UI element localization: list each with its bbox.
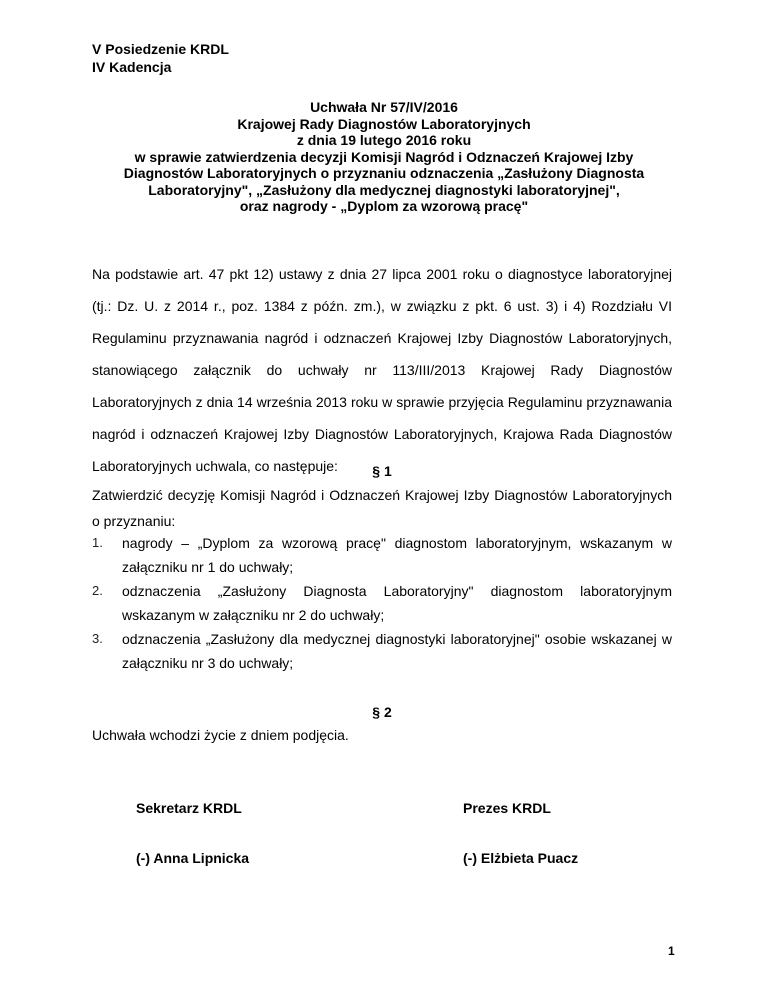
preamble-paragraph: Na podstawie art. 47 pkt 12) ustawy z dnia 27 lipca 2001 roku o diagnostyce laboratoryjnej (tj.: Dz. U. z 2014 r., poz. 1384 z późn. zm.), w związku z pkt. 6 ust. 3) i 4) Rozdziału VI Regulaminu przyznawania nagród i odznaczeń Krajowej Izby Diagnostów Laboratoryjnych, stanowiącego załącznik do uchwały nr 113/III/2013 Krajowej Rady Diagnostów Laboratoryjnych z dnia 14 września 2013 roku w sprawie przyjęcia Regulaminu przyznawania nagród i odznaczeń Krajowej Izby Diagnostów Laboratoryjnych, Krajowa Rada Diagnostów Laboratoryjnych uchwala, co następuje: xyxy=(92,266,672,474)
term-line: IV Kadencja xyxy=(92,59,172,75)
title-line-4: w sprawie zatwierdzenia decyzji Komisji Nagród i Odznaczeń Krajowej Izby xyxy=(134,148,634,165)
title-line-7: oraz nagrody - „Dyplom za wzorową pracę" xyxy=(239,198,529,214)
session-header xyxy=(92,40,229,76)
list-item-text: odznaczenia „Zasłużony dla medycznej diagnostyki laboratoryjnej" osobie wskazanej w załączniku nr 3 do uchwały; xyxy=(122,631,672,671)
awards-list xyxy=(92,531,672,675)
list-item-text: nagrody – „Dyplom za wzorową pracę" diagnostom laboratoryjnym, wskazanym w załączniku nr 1 do uchwały; xyxy=(122,535,672,575)
page-number: 1 xyxy=(668,944,675,958)
list-item-number: 1. xyxy=(92,535,103,550)
resolution-title xyxy=(60,99,708,215)
title-line-2: Krajowej Rady Diagnostów Laboratoryjnych xyxy=(237,115,531,132)
list-item xyxy=(92,531,672,579)
session-line: V Posiedzenie KRDL xyxy=(92,41,229,57)
title-line-5: Diagnostów Laboratoryjnych o przyznaniu odznaczenia „Zasłużony Diagnosta xyxy=(123,165,645,181)
resolution-number: Uchwała Nr 57/IV/2016 xyxy=(310,99,458,115)
section-1-heading: § 1 xyxy=(372,463,392,479)
resolution-date: z dnia 19 lutego 2016 roku xyxy=(296,132,472,148)
title-line-6: Laboratoryjny", „Zasłużony dla medycznej diagnostyki laboratoryjnej", xyxy=(148,181,620,198)
secretary-title: Sekretarz KRDL xyxy=(136,800,242,816)
section-2-heading: § 2 xyxy=(372,704,392,720)
list-item-number: 3. xyxy=(92,631,103,646)
list-item xyxy=(92,579,672,627)
section-1-intro: Zatwierdzić decyzję Komisji Nagród i Odznaczeń Krajowej Izby Diagnostów Laboratoryjnych o przyznaniu: xyxy=(92,487,672,529)
secretary-name: (-) Anna Lipnicka xyxy=(136,850,250,866)
list-item xyxy=(92,627,672,675)
list-item-text: odznaczenia „Zasłużony Diagnosta Laboratoryjny" diagnostom laboratoryjnym wskazanym w załączniku nr 2 do uchwały; xyxy=(122,583,672,623)
list-item-number: 2. xyxy=(92,583,103,598)
section-2-text: Uchwała wchodzi życie z dniem podjęcia. xyxy=(92,727,349,743)
president-name: (-) Elżbieta Puacz xyxy=(463,850,579,866)
president-title: Prezes KRDL xyxy=(463,800,551,816)
